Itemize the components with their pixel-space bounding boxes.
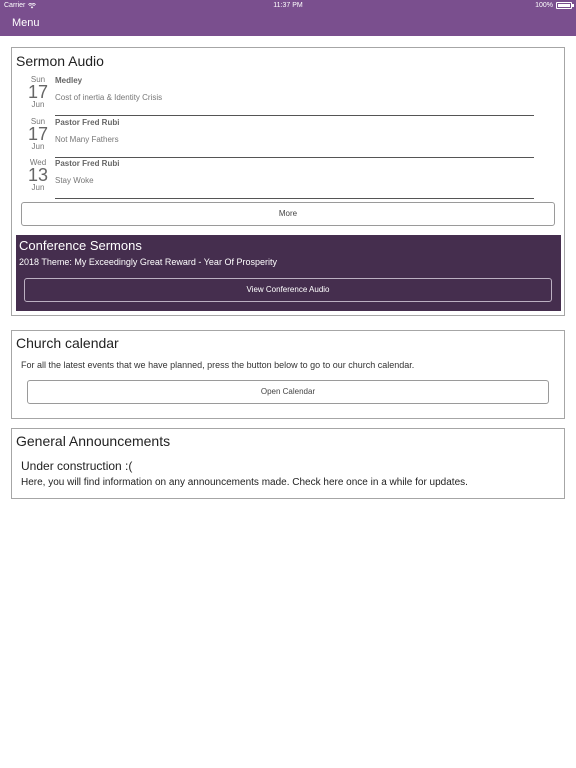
conference-sermons-panel bbox=[16, 235, 561, 311]
sermon-item[interactable] bbox=[22, 158, 534, 199]
church-calendar-card bbox=[11, 330, 565, 419]
conference-theme: 2018 Theme: My Exceedingly Great Reward - Year Of Prosperity bbox=[19, 257, 277, 267]
sermon-date: Wed 13 Jun bbox=[27, 158, 49, 192]
sermon-speaker: Medley bbox=[55, 76, 83, 85]
carrier-label: Carrier bbox=[4, 2, 26, 9]
divider bbox=[55, 198, 534, 199]
calendar-title: Church calendar bbox=[16, 335, 119, 351]
sermon-title: Cost of inertia & Identity Crisis bbox=[55, 93, 163, 102]
announcement-text: Here, you will find information on any announcements made. Check here once in a while for updates. bbox=[21, 477, 468, 488]
sermon-title: Stay Woke bbox=[55, 176, 94, 185]
sermon-title: Not Many Fathers bbox=[55, 135, 119, 144]
battery-percent: 100% bbox=[535, 2, 553, 9]
divider bbox=[55, 115, 534, 116]
menu-button[interactable]: Menu bbox=[12, 17, 40, 29]
conference-title: Conference Sermons bbox=[19, 238, 142, 253]
calendar-description: For all the latest events that we have planned, press the button below to go to our church calendar. bbox=[21, 360, 415, 370]
view-conference-audio-button[interactable]: View Conference Audio bbox=[24, 278, 552, 302]
open-calendar-button[interactable]: Open Calendar bbox=[27, 380, 549, 404]
sermon-speaker: Pastor Fred Rubi bbox=[55, 159, 120, 168]
battery-icon bbox=[556, 2, 572, 9]
more-button[interactable]: More bbox=[21, 202, 555, 226]
announcements-title: General Announcements bbox=[16, 433, 171, 449]
sermon-audio-title: Sermon Audio bbox=[16, 53, 104, 69]
status-bar bbox=[0, 0, 576, 12]
sermon-item[interactable] bbox=[22, 117, 534, 158]
announcement-heading: Under construction :( bbox=[21, 459, 133, 473]
sermon-date: Sun 17 Jun bbox=[27, 75, 49, 109]
sermon-item[interactable] bbox=[22, 75, 534, 116]
nav-bar bbox=[0, 0, 576, 36]
sermon-audio-card bbox=[11, 47, 565, 316]
sermon-speaker: Pastor Fred Rubi bbox=[55, 118, 120, 127]
announcements-card bbox=[11, 428, 565, 499]
clock: 11:37 PM bbox=[273, 2, 303, 9]
sermon-date: Sun 17 Jun bbox=[27, 117, 49, 151]
